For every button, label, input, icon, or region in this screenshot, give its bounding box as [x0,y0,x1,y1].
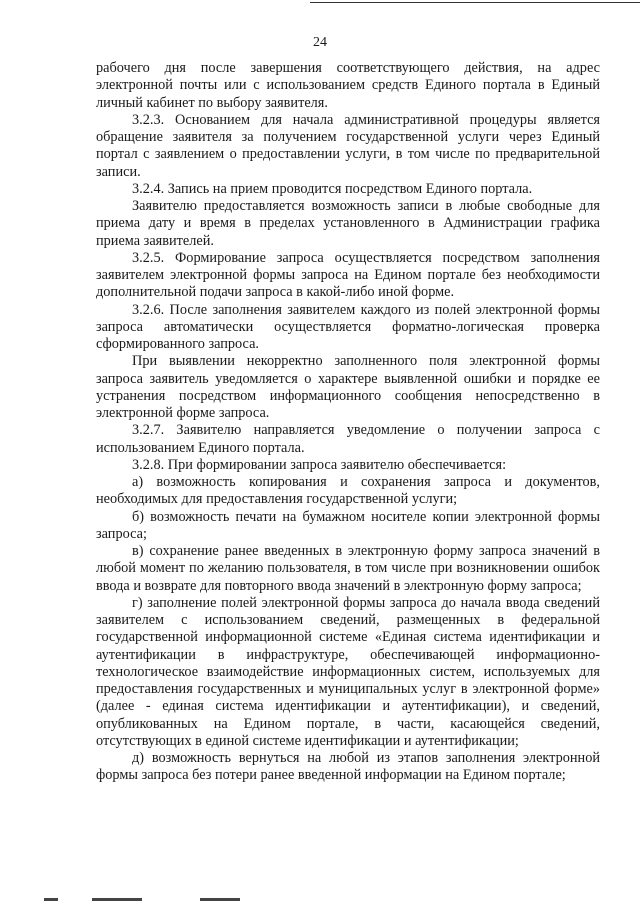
paragraph-3-2-8: 3.2.8. При формировании запроса заявителю обеспечивается: [132,456,507,473]
paragraph-continuation: рабочего дня после завершения соответствующего действия, на адрес электронной почты или с использованием средств Единого портала в Единый личный кабинет по выбору заявителя. [96,60,600,111]
list-item-d: д) возможность вернуться на любой из этапов заполнения электронной формы запроса без потери ранее введенной информации на Едином портале; [96,750,600,784]
list-item-b: б) возможность печати на бумажном носителе копии электронной формы запроса; [96,508,600,542]
paragraph-3-2-4: 3.2.4. Запись на прием проводится посредством Единого портала. [132,180,533,197]
paragraph-error-notice: При выявлении некорректно заполненного поля электронной формы запроса заявитель уведомляется о характере выявленной ошибки и порядке ее устранения посредством информационного сообщения непосредственно в электронной форме запроса. [96,353,600,421]
paragraph-3-2-6: 3.2.6. После заполнения заявителем каждого из полей электронной формы запроса автоматически осуществляется форматно-логическая проверка сформированного запроса. [96,301,600,352]
list-item-a: а) возможность копирования и сохранения запроса и документов, необходимых для предоставления государственной услуги; [96,474,600,508]
scan-mark [44,898,58,901]
scan-bottom-marks [0,895,640,905]
list-item-g: г) заполнение полей электронной формы запроса до начала ввода сведений заявителем с использованием сведений, размещенных в федеральной государственной информационной системе «Единая система идентификации и аутентификации в инфраструктуре, обеспечивающей информационно-технологическое взаимодействие информационных систем, используемых для предоставления государственных и муниципальных услуг в электронной форме» (далее - единая система идентификации и аутентификации), и сведений, опубликованных на Едином портале, в части, касающейся сведений, отсутствующих в единой системе идентификации и аутентификации; [96,594,600,749]
scan-mark [92,898,142,901]
paragraph-appointment-info: Заявителю предоставляется возможность записи в любые свободные для приема дату и время в пределах установленного в Администрации графика приема заявителей. [96,198,600,249]
paragraph-3-2-3: 3.2.3. Основанием для начала административной процедуры является обращение заявителя за получением государственной услуги через Единый портал с заявлением о предоставлении услуги, в том числе по предварительной записи. [96,111,600,180]
scan-mark [200,898,240,901]
paragraph-3-2-7: 3.2.7. Заявителю направляется уведомление о получении запроса с использованием Единого портала. [96,422,600,456]
list-item-v: в) сохранение ранее введенных в электронную форму запроса значений в любой момент по желанию пользователя, в том числе при возникновении ошибок ввода и возврате для повторного ввода значений в электронную форму запроса; [96,543,600,594]
top-border-line [310,2,640,3]
page-number: 24 [313,35,327,50]
paragraph-3-2-5: 3.2.5. Формирование запроса осуществляется посредством заполнения заявителем электронной формы запроса на Едином портале без необходимости дополнительной подачи запроса в какой-либо иной форме. [96,249,600,301]
document-body [96,60,600,785]
